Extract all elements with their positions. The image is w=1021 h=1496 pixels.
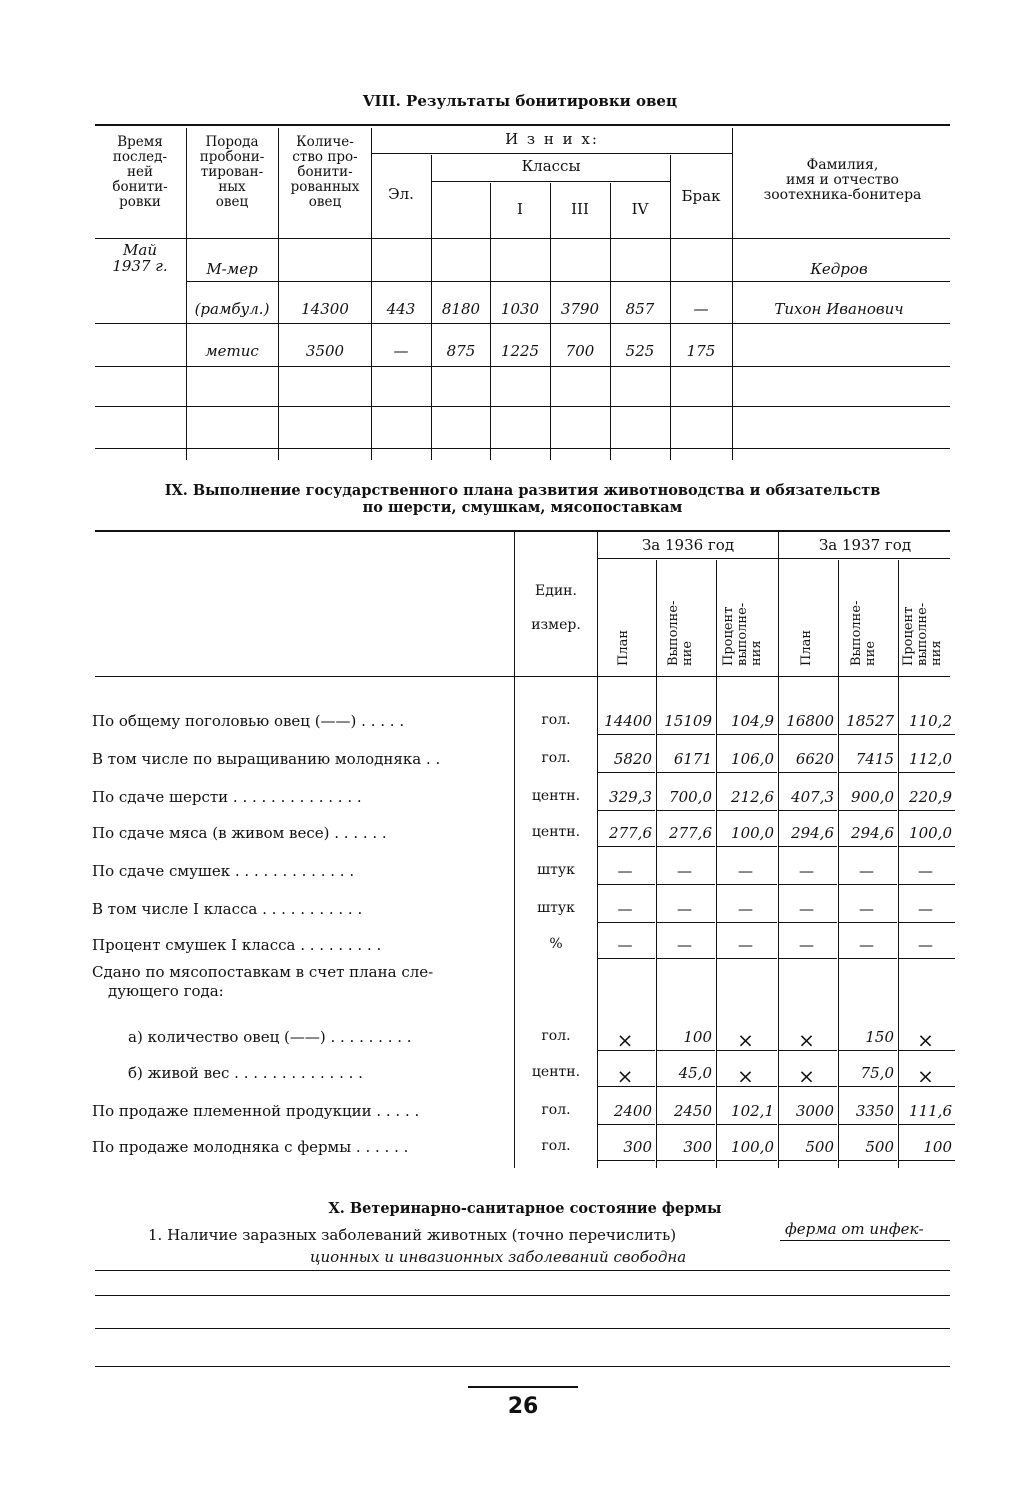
cell-blank: 8180: [441, 300, 481, 318]
cell-underline: [657, 922, 715, 923]
table8-row-rule: [95, 448, 950, 449]
row-value: ×: [798, 1064, 815, 1088]
cell-underline: [598, 922, 655, 923]
answer-line: [95, 1295, 950, 1296]
header-class-4: IV: [631, 200, 649, 218]
row-value: —: [738, 900, 753, 918]
row-label: Процент смушек I класса . . . . . . . . .: [92, 936, 382, 954]
cell-underline: [598, 846, 655, 847]
section8-title: VIII. Результаты бонитировки овец: [362, 92, 678, 110]
cell-underline: [779, 846, 837, 847]
header-plan-1936: План: [616, 629, 631, 666]
cell-underline: [657, 1124, 715, 1125]
row-label: б) живой вес . . . . . . . . . . . . . .: [128, 1064, 363, 1082]
row-value: 294,6: [791, 824, 834, 842]
header-name: Фамилия, имя и отчество зоотехника-бонитера: [763, 157, 922, 203]
section9-title-line2: по шерсти, смушкам, мясопоставкам: [362, 499, 683, 516]
cell-breed: (рамбул.): [194, 300, 270, 318]
row-value: ×: [798, 1028, 815, 1052]
cell-name: Тихон Иванович: [774, 300, 904, 318]
cell-brak: 175: [686, 342, 716, 360]
row-value: 100: [683, 1028, 712, 1046]
row-value: 6620: [795, 750, 834, 768]
cell-class-4: 857: [625, 300, 655, 318]
row-value: 2400: [613, 1102, 652, 1120]
row-value: 277,6: [669, 824, 712, 842]
cell-breed: М-мер: [206, 260, 258, 278]
cell-underline: [717, 846, 777, 847]
row-label: По сдаче смушек . . . . . . . . . . . . .: [92, 862, 355, 880]
section10-answer-part2: ционных и инвазионных заболеваний свободна: [310, 1248, 687, 1266]
cell-underline: [717, 734, 777, 735]
cell-underline: [657, 1160, 715, 1161]
row-value: ×: [616, 1028, 634, 1052]
row-unit: гол.: [541, 1138, 571, 1154]
cell-underline: [717, 884, 777, 885]
row-label: По сдаче мяса (в живом весе) . . . . . .: [92, 824, 387, 842]
row-value: ×: [737, 1064, 754, 1088]
cell-brak: —: [693, 300, 709, 318]
cell-underline: [598, 1160, 655, 1161]
cell-underline: [598, 810, 655, 811]
cell-class-3: 3790: [560, 300, 600, 318]
cell-underline: [717, 1160, 777, 1161]
row-label: В том числе I класса . . . . . . . . . . .: [92, 900, 363, 918]
table8-row-rule: [187, 281, 950, 282]
header-plan-1937: План: [799, 629, 814, 666]
row-value: 18527: [846, 712, 894, 730]
row-value: 212,6: [731, 788, 774, 806]
row-label: По продаже молодняка с фермы . . . . . .: [92, 1138, 409, 1156]
table8-col-line: [732, 128, 733, 460]
cell-class-4: 525: [625, 342, 655, 360]
row-value: 110,2: [909, 712, 952, 730]
header-count: Количе- ство про- бонити- рованных овец: [290, 134, 360, 210]
row-value: —: [617, 936, 633, 954]
table8-col-line: [490, 183, 491, 460]
cell-underline: [717, 958, 777, 959]
row-value: 300: [683, 1138, 712, 1156]
table8-col-line: [550, 183, 551, 460]
cell-underline: [839, 1050, 897, 1051]
cell-underline: [598, 772, 655, 773]
cell-underline: [899, 1086, 955, 1087]
cell-underline: [717, 810, 777, 811]
cell-underline: [839, 734, 897, 735]
row-value: 294,6: [851, 824, 894, 842]
row-unit: гол.: [541, 750, 571, 766]
header-year-1936: За 1936 год: [641, 536, 735, 554]
cell-underline: [779, 810, 837, 811]
cell-name: Кедров: [810, 260, 868, 278]
row-value: 3000: [795, 1102, 834, 1120]
section9-title-line1: IX. Выполнение государственного плана развития животноводства и обязательств: [164, 482, 881, 499]
row-value: 700,0: [669, 788, 712, 806]
cell-underline: [899, 810, 955, 811]
table8-top-rule: [95, 124, 950, 126]
row-value: ×: [917, 1064, 934, 1088]
cell-underline: [839, 772, 897, 773]
row-value: —: [677, 900, 692, 918]
row-label: а) количество овец (——) . . . . . . . . .: [128, 1028, 412, 1046]
header-breed: Порода пробони- тирован- ных овец: [199, 134, 265, 210]
meat-heading-line2: дующего года:: [108, 982, 224, 1000]
row-label: По общему поголовью овец (——) . . . . .: [92, 712, 405, 730]
cell-underline: [899, 958, 955, 959]
cell-underline: [657, 772, 715, 773]
row-value: —: [918, 862, 933, 880]
table8-col-line: [371, 128, 372, 460]
cell-underline: [779, 1124, 837, 1125]
header-fulfil-1937: Выполне- ние: [849, 600, 878, 666]
row-unit: штук: [537, 862, 575, 878]
cell-underline: [839, 1160, 897, 1161]
table9-header-bottom-rule: [95, 676, 950, 677]
row-value: 3350: [855, 1102, 894, 1120]
cell-underline: [899, 884, 955, 885]
table8-row-rule: [95, 366, 950, 367]
cell-underline: [839, 810, 897, 811]
header-fulfil-1936: Выполне- ние: [666, 600, 695, 666]
cell-underline: [717, 922, 777, 923]
row-value: 500: [865, 1138, 894, 1156]
cell-underline: [717, 1086, 777, 1087]
cell-underline: [899, 1124, 955, 1125]
cell-el: 443: [386, 300, 416, 318]
cell-underline: [657, 734, 715, 735]
cell-underline: [779, 922, 837, 923]
row-value: —: [799, 900, 814, 918]
cell-underline: [657, 958, 715, 959]
cell-underline: [657, 810, 715, 811]
cell-el: —: [393, 342, 409, 360]
row-value: —: [799, 936, 814, 954]
cell-underline: [657, 1050, 715, 1051]
cell-underline: [657, 1086, 715, 1087]
row-value: 104,9: [731, 712, 774, 730]
cell-underline: [839, 958, 897, 959]
cell-underline: [839, 1086, 897, 1087]
row-value: —: [617, 862, 633, 880]
row-value: 900,0: [851, 788, 894, 806]
cell-underline: [899, 734, 955, 735]
row-value: 45,0: [678, 1064, 712, 1082]
row-value: ×: [917, 1028, 934, 1052]
header-el: Эл.: [388, 185, 414, 203]
table8-col-line: [610, 183, 611, 460]
row-value: 111,6: [909, 1102, 952, 1120]
cell-underline: [899, 1050, 955, 1051]
cell-underline: [717, 1050, 777, 1051]
table8-header-bottom-rule: [95, 238, 950, 239]
cell-underline: [598, 1124, 655, 1125]
table8-subheader-rule1: [372, 153, 732, 154]
cell-underline: [839, 922, 897, 923]
row-unit: гол.: [541, 1102, 571, 1118]
row-value: —: [677, 936, 692, 954]
cell-count: 14300: [301, 300, 349, 318]
row-value: 300: [623, 1138, 652, 1156]
cell-count: 3500: [305, 342, 345, 360]
cell-underline: [899, 922, 955, 923]
page-number: 26: [507, 1394, 539, 1419]
cell-underline: [899, 846, 955, 847]
row-value: 150: [865, 1028, 894, 1046]
row-unit: %: [549, 936, 563, 952]
row-value: 2450: [673, 1102, 712, 1120]
header-time: Время послед- ней бонити- ровки: [112, 134, 168, 210]
row-value: —: [918, 936, 933, 954]
row-value: 100,0: [731, 824, 774, 842]
page-number-rule: [468, 1386, 578, 1388]
row-value: ×: [616, 1064, 634, 1088]
row-label: По сдаче шерсти . . . . . . . . . . . . . .: [92, 788, 362, 806]
cell-underline: [717, 772, 777, 773]
cell-underline: [779, 884, 837, 885]
row-value: —: [859, 936, 874, 954]
row-value: —: [859, 862, 874, 880]
row-value: 100,0: [909, 824, 952, 842]
table8-row-rule: [95, 323, 950, 324]
row-value: —: [617, 900, 633, 918]
answer-underline: [780, 1240, 950, 1241]
row-value: 277,6: [609, 824, 652, 842]
cell-class-1: 1225: [500, 342, 540, 360]
table8-row-rule: [95, 406, 950, 407]
cell-breed: метис: [205, 342, 259, 360]
cell-underline: [779, 772, 837, 773]
cell-underline: [839, 1124, 897, 1125]
answer-line: [95, 1366, 950, 1367]
row-value: —: [677, 862, 692, 880]
row-value: 102,1: [731, 1102, 774, 1120]
header-class-3: III: [571, 200, 589, 218]
header-percent-1936: Процент выполне- ния: [721, 602, 764, 666]
row-value: 15109: [664, 712, 712, 730]
row-value: 500: [805, 1138, 834, 1156]
row-value: —: [799, 862, 814, 880]
cell-underline: [598, 734, 655, 735]
row-label: В том числе по выращиванию молодняка . .: [92, 750, 441, 768]
row-value: 329,3: [609, 788, 652, 806]
cell-underline: [657, 884, 715, 885]
row-unit: центн.: [531, 1064, 581, 1080]
cell-underline: [779, 1086, 837, 1087]
row-unit: штук: [537, 900, 575, 916]
cell-time: Май 1937 г.: [112, 241, 168, 275]
cell-underline: [779, 958, 837, 959]
row-value: 16800: [786, 712, 834, 730]
row-value: 106,0: [731, 750, 774, 768]
row-unit: центн.: [531, 824, 581, 840]
header-percent-1937: Процент выполне- ния: [901, 602, 944, 666]
row-unit: центн.: [531, 788, 581, 804]
row-value: ×: [737, 1028, 754, 1052]
row-value: 6171: [673, 750, 712, 768]
row-value: 5820: [613, 750, 652, 768]
table8-subheader-rule2: [432, 181, 670, 182]
cell-underline: [717, 1124, 777, 1125]
row-value: 220,9: [909, 788, 952, 806]
row-value: 75,0: [860, 1064, 894, 1082]
table9-year-rule: [598, 558, 950, 559]
answer-line: [95, 1270, 950, 1271]
cell-underline: [779, 1160, 837, 1161]
row-value: 100: [923, 1138, 952, 1156]
cell-underline: [598, 958, 655, 959]
header-classes: Классы: [521, 157, 581, 175]
header-year-1937: За 1937 год: [818, 536, 912, 554]
section10-answer-part1: ферма от инфек-: [785, 1220, 924, 1238]
row-value: 14400: [604, 712, 652, 730]
header-class-1: I: [517, 200, 523, 218]
header-brak: Брак: [681, 187, 721, 205]
row-value: 100,0: [731, 1138, 774, 1156]
cell-underline: [779, 1050, 837, 1051]
meat-heading-line1: Сдано по мясопоставкам в счет плана сле-: [92, 963, 434, 981]
cell-underline: [598, 1050, 655, 1051]
row-value: 407,3: [791, 788, 834, 806]
answer-line: [95, 1328, 950, 1329]
row-label: По продаже племенной продукции . . . . .: [92, 1102, 420, 1120]
cell-underline: [779, 734, 837, 735]
cell-underline: [598, 884, 655, 885]
table9-top-rule: [95, 530, 950, 532]
row-value: —: [859, 900, 874, 918]
cell-underline: [839, 884, 897, 885]
row-unit: гол.: [541, 1028, 571, 1044]
cell-underline: [839, 846, 897, 847]
row-value: 112,0: [909, 750, 952, 768]
cell-blank: 875: [446, 342, 476, 360]
row-value: —: [918, 900, 933, 918]
cell-underline: [657, 846, 715, 847]
cell-class-1: 1030: [500, 300, 540, 318]
section10-item1: 1. Наличие заразных заболеваний животных (точно перечислить): [148, 1226, 677, 1244]
section10-title: X. Ветеринарно-санитарное состояние фермы: [328, 1200, 722, 1217]
row-value: —: [738, 936, 753, 954]
header-unit: Един. измер.: [531, 583, 581, 633]
cell-class-3: 700: [565, 342, 595, 360]
cell-underline: [899, 772, 955, 773]
row-unit: гол.: [541, 712, 571, 728]
row-value: —: [738, 862, 753, 880]
cell-underline: [598, 1086, 655, 1087]
header-of-them: И з н и х:: [505, 130, 599, 148]
cell-underline: [899, 1160, 955, 1161]
row-value: 7415: [855, 750, 894, 768]
